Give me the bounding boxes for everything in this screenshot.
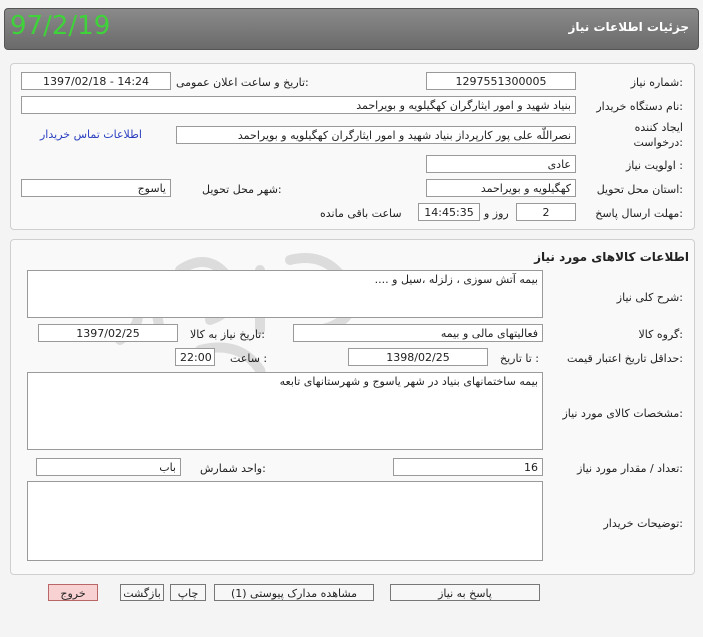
deadline-time-field: 14:45:35 <box>418 203 480 221</box>
creator-label-line2: درخواست: <box>633 136 683 149</box>
creator-label-line1: ایجاد کننده <box>634 121 683 134</box>
announce-date-field: 1397/02/18 - 14:24 <box>21 72 171 90</box>
remaining-text: ساعت باقی مانده <box>320 207 402 220</box>
need-number-label: شماره نیاز: <box>630 76 683 89</box>
validity-date-field: 1398/02/25 <box>348 348 488 366</box>
print-button[interactable]: چاپ <box>170 584 206 601</box>
province-field: کهگیلویه و بویراحمد <box>426 179 576 197</box>
need-number-field: 1297551300005 <box>426 72 576 90</box>
summary-field: بیمه آتش سوزی ، زلزله ،سیل و .... <box>27 270 543 318</box>
goods-group-label: گروه کالا: <box>638 328 683 341</box>
province-label: استان محل تحویل: <box>596 183 683 196</box>
priority-label: اولویت نیاز : <box>625 159 683 172</box>
buyer-org-label: نام دستگاه خریدار: <box>596 100 683 113</box>
city-field: یاسوج <box>21 179 171 197</box>
quantity-field: 16 <box>393 458 543 476</box>
spec-label: مشخصات کالای مورد نیاز: <box>562 407 683 420</box>
quantity-label: تعداد / مقدار مورد نیاز: <box>577 462 683 475</box>
need-date-label: تاریخ نیاز به کالا: <box>190 328 265 341</box>
hour-label: ساعت : <box>230 352 268 365</box>
view-attachments-button[interactable]: مشاهده مدارک پیوستی (1) <box>214 584 374 601</box>
min-validity-label: حداقل تاریخ اعتبار قیمت: <box>567 352 683 365</box>
goods-group-field: فعالیتهای مالی و بیمه <box>293 324 543 342</box>
buyer-contact-link[interactable]: اطلاعات تماس خریدار <box>40 128 142 141</box>
spec-field: بیمه ساختمانهای بنیاد در شهر یاسوج و شهرستانهای تابعه <box>27 372 543 450</box>
need-date-field: 1397/02/25 <box>38 324 178 342</box>
back-button[interactable]: بازگشت <box>120 584 164 601</box>
buyer-notes-field <box>27 481 543 561</box>
deadline-label: مهلت ارسال پاسخ: <box>595 207 683 220</box>
summary-label: شرح کلی نیاز: <box>616 291 683 304</box>
to-date-label: تا تاریخ : <box>500 352 539 365</box>
creator-field: نصراللّه علی پور کارپرداز بنیاد شهید و امور ایثارگران کهگیلویه و بویراحمد <box>176 126 576 144</box>
validity-hour-field: 22:00 <box>175 348 215 366</box>
buyer-notes-label: توضیحات خریدار: <box>603 517 683 530</box>
unit-field: باب <box>36 458 181 476</box>
reply-button[interactable]: پاسخ به نیاز <box>390 584 540 601</box>
unit-label: واحد شمارش: <box>200 462 266 475</box>
priority-field: عادی <box>426 155 576 173</box>
city-label: شهر محل تحویل: <box>202 183 282 196</box>
exit-button[interactable]: خروج <box>48 584 98 601</box>
deadline-days-field: 2 <box>516 203 576 221</box>
buyer-org-field: بنیاد شهید و امور ایثارگران کهگیلویه و بویراحمد <box>21 96 576 114</box>
date-stamp: 97/2/19 <box>10 11 111 41</box>
days-text: روز و <box>484 207 509 220</box>
goods-section-title: اطلاعات کالاهای مورد نیاز <box>534 250 689 264</box>
page-title: جزئیات اطلاعات نیاز <box>568 20 689 34</box>
announce-date-label: تاریخ و ساعت اعلان عمومی: <box>176 76 309 89</box>
